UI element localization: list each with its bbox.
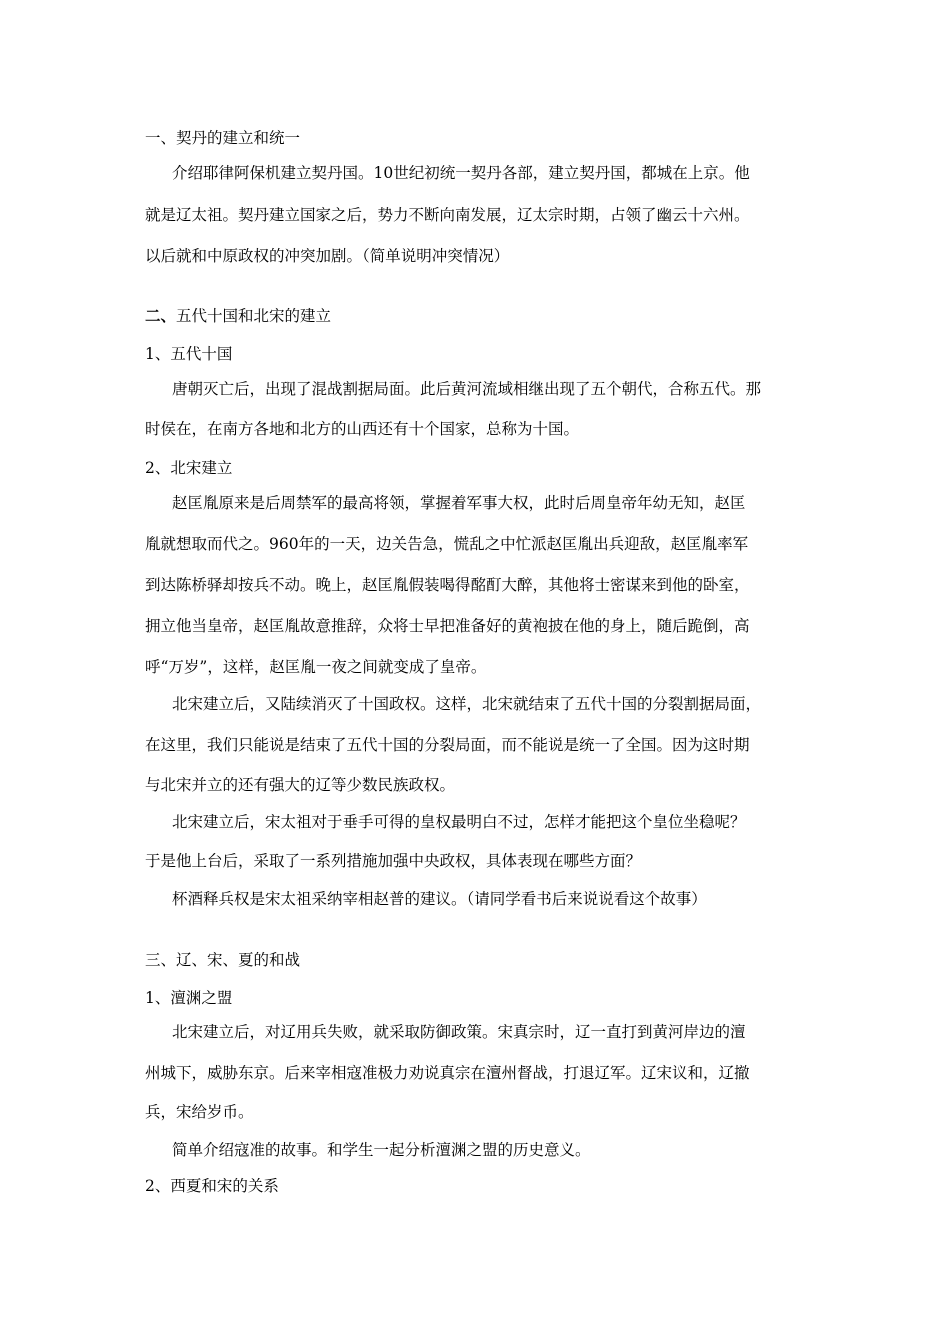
paragraph-line: 呼“万岁”，这样，赵匡胤一夜之间就变成了皇帝。 [145, 658, 487, 676]
paragraph-line: 以后就和中原政权的冲突加剧。（简单说明冲突情况） [145, 247, 510, 265]
paragraph-line: 拥立他当皇帝，赵匡胤故意推辞，众将士早把准备好的黄袍披在他的身上，随后跪倒，高 [145, 617, 750, 635]
subsection-heading: 2、北宋建立 [145, 459, 233, 477]
paragraph-line: 与北宋并立的还有强大的辽等少数民族政权。 [145, 776, 456, 794]
subsection-heading: 1、澶渊之盟 [145, 989, 233, 1007]
paragraph-line: 兵，宋给岁币。 [145, 1103, 254, 1121]
paragraph-line: 胤就想取而代之。960年的一天，边关告急，慌乱之中忙派赵匡胤出兵迎敌，赵匡胤率军 [145, 535, 749, 553]
paragraph-line: 简单介绍寇准的故事。和学生一起分析澶渊之盟的历史意义。 [172, 1141, 591, 1159]
paragraph-line: 到达陈桥驿却按兵不动。晚上，赵匡胤假装喝得酩酊大醉，其他将士密谋来到他的卧室， [145, 576, 750, 594]
paragraph-line: 赵匡胤原来是后周禁军的最高将领，掌握着军事大权，此时后周皇帝年幼无知，赵匡 [172, 494, 746, 512]
subsection-heading: 2、西夏和宋的关系 [145, 1177, 279, 1195]
paragraph-line: 就是辽太祖。契丹建立国家之后，势力不断向南发展，辽太宗时期，占领了幽云十六州。 [145, 206, 750, 224]
paragraph-line: 介绍耶律阿保机建立契丹国。10世纪初统一契丹各部，建立契丹国，都城在上京。他 [172, 164, 750, 182]
paragraph-line: 州城下，威胁东京。后来宰相寇准极力劝说真宗在澶州督战，打退辽军。辽宋议和，辽撤 [145, 1064, 750, 1082]
section-number: 二、 [145, 306, 177, 325]
paragraph-line: 在这里，我们只能说是结束了五代十国的分裂局面，而不能说是统一了全国。因为这时期 [145, 736, 750, 754]
section-heading: 三、辽、宋、夏的和战 [145, 951, 301, 969]
paragraph-line: 唐朝灭亡后，出现了混战割据局面。此后黄河流域相继出现了五个朝代，合称五代。那 [172, 380, 762, 398]
section-heading [145, 304, 331, 328]
paragraph-line: 北宋建立后，对辽用兵失败，就采取防御政策。宋真宗时，辽一直打到黄河岸边的澶 [172, 1023, 746, 1041]
paragraph-line: 北宋建立后，又陆续消灭了十国政权。这样，北宋就结束了五代十国的分裂割据局面， [172, 695, 762, 713]
section-heading: 一、契丹的建立和统一 [145, 129, 301, 147]
paragraph-line: 于是他上台后，采取了一系列措施加强中央政权，具体表现在哪些方面？ [145, 852, 642, 870]
paragraph-line: 时侯在，在南方各地和北方的山西还有十个国家，总称为十国。 [145, 420, 580, 438]
subsection-heading: 1、五代十国 [145, 345, 233, 363]
paragraph-line: 杯酒释兵权是宋太祖采纳宰相赵普的建议。（请同学看书后来说说看这个故事） [172, 890, 707, 908]
section-title: 五代十国和北宋的建立 [176, 307, 332, 325]
paragraph-line: 北宋建立后，宋太祖对于垂手可得的皇权最明白不过，怎样才能把这个皇位坐稳呢？ [172, 813, 746, 831]
